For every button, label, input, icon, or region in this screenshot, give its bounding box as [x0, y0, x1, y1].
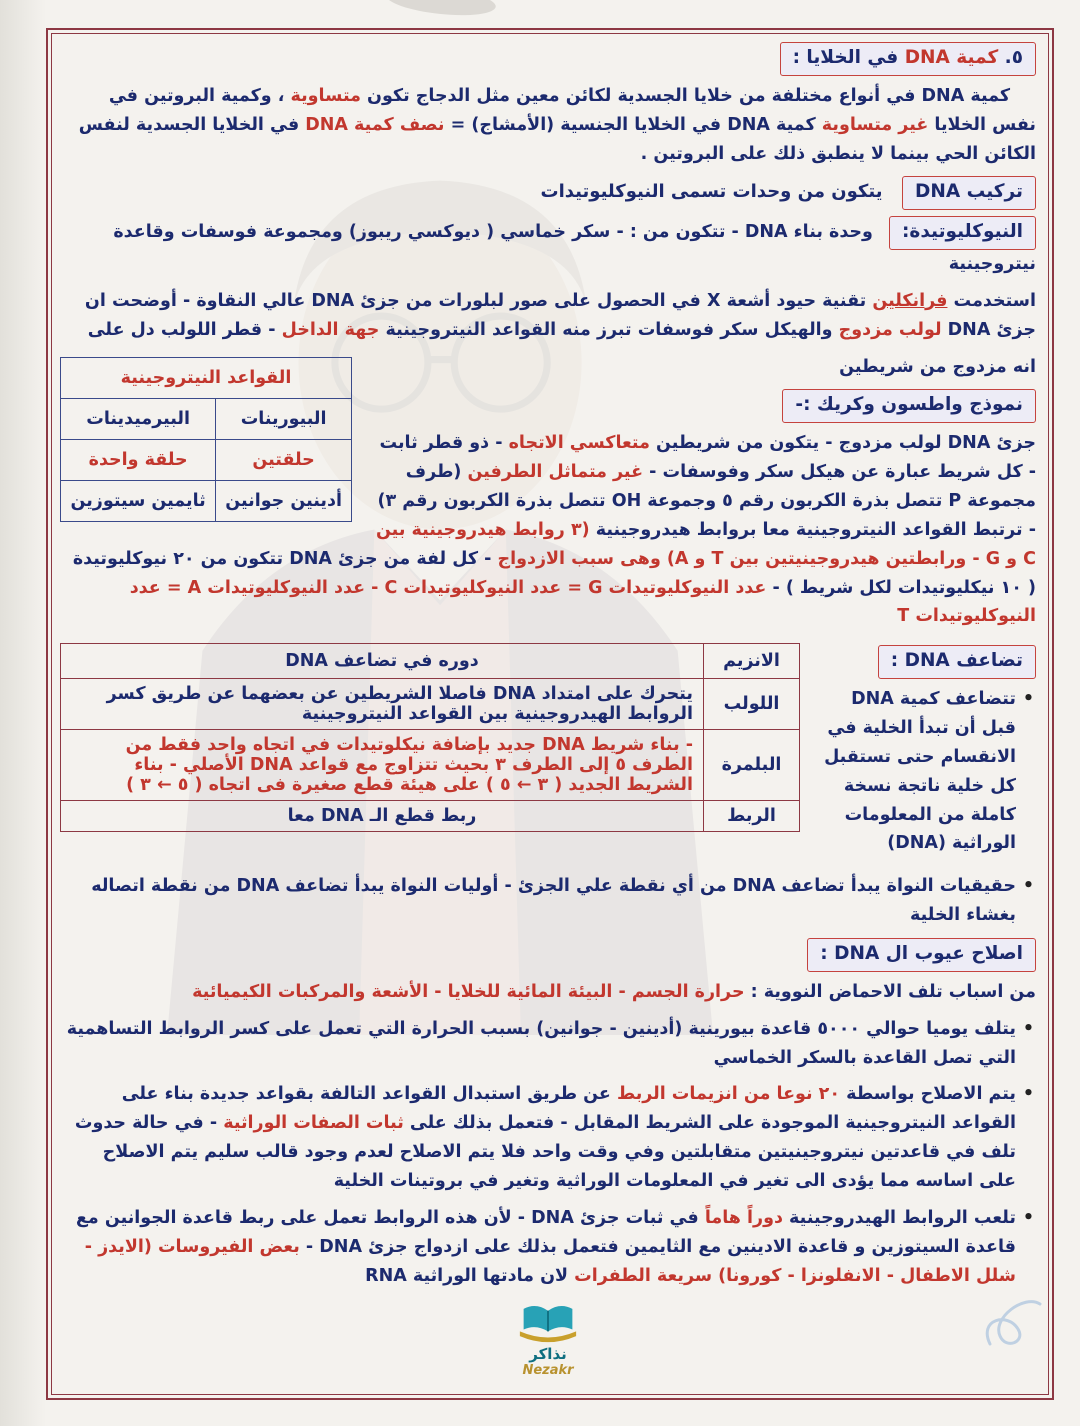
bases-cell-pyrimidines: البيرميدينات: [61, 398, 216, 439]
replication-enzymes-table: [60, 643, 800, 832]
enzyme-ligase: الربط: [704, 801, 800, 832]
repair-bullet-3: • تلعب الروابط الهيدروجينية دوراً هاماً في ثبات جزئ DNA - لأن هذه الروابط تعمل على ربط قاعدة الجوانين مع قاعدة السيتوزين و قاعدة الادينين مع الثايمين فتعمل بذلك على ازدواج جزئ DNA - بعض الفيروسات (الايدز - شلل الاطفال - الانفلونزا - كورونا) سريعة الطفرات لان مادتها الوراثية RNA: [60, 1204, 1036, 1291]
repair-section-header: [60, 938, 1036, 972]
replication-table-wrap: [60, 643, 800, 832]
ligase-role: ربط قطع الـ DNA معا: [61, 801, 704, 832]
page-content: [60, 40, 1036, 1378]
helicase-role: يتحرك على امتداد DNA فاصلا الشريطين عن بعضهما عن طريق كسر الروابط الهيدروجينية بين القواعد النيتروجينية: [61, 679, 704, 730]
nucleotide-heading: النيوكليوتيدة:: [889, 216, 1036, 250]
bases-cell-purines: البيورينات: [216, 398, 352, 439]
replication-origin-note: • حقيقيات النواة يبدأ تضاعف DNA من أي نقطة علي الجزئ - أوليات النواة يبدأ تضاعف DNA من نقطة اتصاله بغشاء الخلية: [60, 872, 1036, 930]
nitrogen-bases-table: [60, 357, 352, 522]
nucleotide-definition: [60, 216, 1036, 279]
scan-edge-shadow: [0, 0, 46, 1426]
watson-crick-heading: نموذج واطسون وكريك :-: [782, 389, 1036, 423]
polymerase-role: - بناء شريط DNA جديد بإضافة نيكلوتيدات في اتجاه واحد فقط من الطرف ٥ إلى الطرف ٣ بحيث تتزاوج مع قواعد DNA الأصلي - بناء الشريط الجديد ( ٣ ← ٥ ) على هيئة قطع صغيرة فى اتجاه ( ٥ ← ٣ ): [61, 730, 704, 801]
dna-structure-text: يتكون من وحدات تسمى النيوكليوتيدات: [540, 181, 883, 203]
replication-side-column: [820, 643, 1036, 866]
dna-structure-heading: تركيب DNA: [902, 176, 1036, 210]
repair-bullet-1: • يتلف يوميا حوالي ٥٠٠٠ قاعدة بيورينية (أدينين - جوانين) بسبب الحرارة التي تعمل على كسر الروابط التساهمية التي تصل القاعدة بالسكر الخماسي: [60, 1015, 1036, 1073]
replication-section: [60, 643, 1036, 866]
bases-table-title: القواعد النيتروجينية: [61, 357, 352, 398]
nezakr-logo-latin: Nezakr: [522, 1362, 574, 1378]
dna-amount-heading: ٥. كمية DNA في الخلايا :: [780, 42, 1036, 76]
enzyme-column-header: الانزيم: [704, 644, 800, 679]
replication-header: [820, 645, 1036, 679]
repair-bullet-2: • يتم الاصلاح بواسطة ٢٠ نوعا من انزيمات الربط عن طريق استبدال القواعد التالفة بقواعد جديدة بناء على القواعد النيتروجينية الموجودة على الشريط المقابل - فتعمل بذلك على ثبات الصفات الوراثية - في حالة حدوث تلف في قاعدتين نيتروجينيتين متقابلتين وفي وقت واحد فلا يتم الاصلاح لعدم وجود قالب سليم يتم الاصلاح على اساسه مما يؤدى الى تغير في المعلومات الوراثية وتغير في بروتينات الخلية: [60, 1080, 1036, 1196]
bases-cell-one-ring: حلقة واحدة: [61, 439, 216, 480]
bases-cell-adenine-guanine: أدينين جوانين: [216, 480, 352, 521]
bases-cell-two-rings: حلقتين: [216, 439, 352, 480]
role-column-header: دوره في تضاعف DNA: [61, 644, 704, 679]
nezakr-logo: [60, 1299, 1036, 1378]
watson-crick-paragraph: جزئ DNA لولب مزدوج - يتكون من شريطين متعاكسي الاتجاه - ذو قطر ثابت - كل شريط عبارة عن هيكل سكر وفوسفات - غير متماثل الطرفين (طرف مجموعة P تتصل بذرة الكربون رقم ٥ وجموعة OH تتصل بذرة الكربون رقم ٣) - ترتبط القواعد النيتروجينية معا بروابط هيدروجينية (٣ روابط هيدروجينية بين C و G - ورابطتين هيدروجينيتين بين T و A) وهى سبب الازدواج - كل لفة من جزئ DNA تتكون من ٢٠ نيوكليوتيدة ( ١٠ نيكليوتيدات لكل شريط ) - عدد النيوكليوتيدات G = عدد النيوكليوتيدات C - عدد النيوكليوتيدات A = عدد النيوكليوتيدات T: [72, 433, 1036, 627]
bases-cell-thymine-cytosine: ثايمين سيتوزين: [61, 480, 216, 521]
repair-causes: من اسباب تلف الاحماض النووية : حرارة الجسم - البيئة المائية للخلايا - الأشعة والمركبات الكيميائية: [192, 981, 1036, 1002]
enzyme-polymerase: البلمرة: [704, 730, 800, 801]
nucleotide-text: وحدة بناء DNA - تتكون من : - سكر خماسي ( ديوكسي ريبوز) ومجموعة فوسفات وقاعدة نيتروجينية: [113, 222, 1036, 274]
repair-heading: اصلاح عيوب ال DNA :: [807, 938, 1036, 972]
dna-amount-paragraph: كمية DNA في أنواع مختلفة من خلايا الجسدية لكائن معين مثل الدجاج تكون متساوية ، وكمية البروتين في نفس الخلايا غير متساوية كمية DNA في الخلايا الجنسية (الأمشاج) = نصف كمية DNA في الخلايا الجسدية لنفس الكائن الحي بينما لا ينطبق ذلك على البروتين .: [78, 85, 1036, 164]
section-dna-structure: [60, 176, 1036, 210]
enzyme-helicase: اللولب: [704, 679, 800, 730]
nezakr-book-icon: [518, 1299, 578, 1345]
franklin-paragraph-continued: انه مزدوج من شريطين: [839, 356, 1036, 377]
replication-note: • تتضاعف كمية DNA قبل أن تبدأ الخلية في الانقسام حتى تستقبل كل خلية ناتجة نسخة كاملة من المعلومات الوراثية (DNA): [820, 685, 1036, 858]
franklin-paragraph: استخدمت فرانكلين تقنية حيود أشعة X في الحصول على صور لبلورات من جزئ DNA عالي النقاوة - أوضحت ان جزئ DNA لولب مزدوج والهيكل سكر فوسفات تبرز منه القواعد النيتروجينية جهة الداخل - قطر اللولب دل على: [84, 290, 1036, 340]
replication-heading: تضاعف DNA :: [878, 645, 1036, 679]
nezakr-logo-arabic: نذاكر: [529, 1344, 567, 1363]
torn-paper-artifact: [385, 0, 497, 20]
section-dna-amount-header: [60, 42, 1036, 76]
watson-crick-section: [60, 353, 1036, 640]
